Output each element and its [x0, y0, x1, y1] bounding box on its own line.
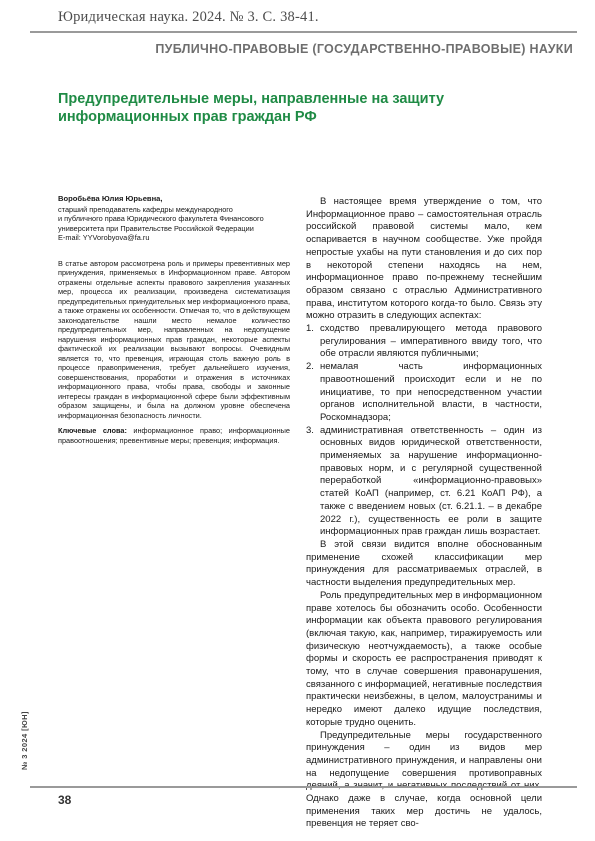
author-affiliation-line: старший преподаватель кафедры международного [58, 204, 233, 214]
header-divider [30, 31, 577, 33]
aspects-list [306, 323, 542, 539]
list-item-number: 1. [306, 323, 314, 335]
list-item-number: 2. [306, 361, 314, 373]
author-affiliation-line: и публичного права Юридического факультета Финансового [58, 214, 264, 223]
author-email: E-mail: YYVorobyova@fa.ru [58, 233, 150, 242]
author-name: Воробьёва Юлия Юрьевна, [58, 194, 163, 203]
body-paragraph: Предупредительные меры государственного принуждения – один из видов мер административного принуждения, и направлены они на недопущение совершения противоправных Однако даже в случае, когда основной цели применения таких мер достичь не удалось, превенция не теряет сво- [306, 729, 542, 830]
page-number: 38 [58, 793, 72, 807]
list-item-text: немалая часть информационных правоотношений происходит если и не по инициативе, то при непосредственном участии органов исполнительной власти, в частности, Роскомнадзора; [320, 361, 542, 423]
body-paragraph: В настоящее время утверждение о том, что Информационное право – самостоятельная отрасль российской правовой системы мало, кем оспаривается в научном сообществе. Уже пройдя непростые ухабы на пути становления и до сих пор в некоторой степени находясь на нем, информационное право по-прежнему теснейшим образом связано с отраслью Административного права, институтом которого когда-то было. Связь эту можно отразить в следующих аспектах: [306, 196, 542, 322]
list-item [306, 323, 542, 361]
issue-side-label: № 3 2024 [ЮН] [20, 711, 29, 770]
list-item-text: сходство превалирующего метода правового регулирования – императивного ввиду того, что обе отрасли являются публичными; [320, 323, 542, 360]
section-heading: ПУБЛИЧНО-ПРАВОВЫЕ (ГОСУДАРСТВЕННО-ПРАВОВЫЕ) НАУКИ [155, 42, 573, 56]
list-item-text: административная ответственность – один из основных видов юридической ответственности, применяемых за нарушение информационно-правовых норм, и с регулярной существенной переработкой «информационно-правовых» статей КоАП (например, ст. 6.21 КоАП РФ), а также с введением новых (ст. 6.21.1. – в декабре 2022 г.), существенность ее роли в защите информационных прав граждан лишь возрастает. [320, 424, 542, 538]
journal-reference: Юридическая наука. 2024. № 3. С. 38-41. [58, 9, 319, 25]
abstract: В статье автором рассмотрена роль и примеры превентивных мер принуждения, применяемых в Информационном праве. Автором отражены отдельные аспекты правового закрепления указанных мер, процесса их реализации, произведена систематизация предупредительных принудительных мер информационного права, а также отражены их особенности. Отмечая то, что в действующем законодательстве нашли место немалое количество предупредительных мер, направленных на недопущение нарушения информационных прав граждан, некоторые аспекты фактической их реализации вызывают вопросы. Очевидным является то, что превенция, играющая столь важную роль в процессе правоприменения, требует дальнейшего изучения, совершенствования, проработки и отражения в источниках информационного права, чтобы права, свободы и законные интересы граждан в информационной сфере были эффективным образом защищены, и была на должном уровне обеспечена информационная безопасность личности. [58, 258, 290, 420]
list-item [306, 425, 542, 539]
author-affiliation-line: университета при Правительстве Российской Федерации [58, 223, 254, 233]
keywords-label: Ключевые слова: [58, 426, 127, 435]
article-title: Предупредительные меры, направленные на защиту информационных прав граждан РФ [58, 91, 445, 125]
keywords-text: информационное право; информационные правоотношения; превентивные меры; превенция; информация. [58, 426, 290, 445]
footer-divider [30, 786, 577, 788]
main-text-column [306, 196, 542, 831]
body-paragraph: В этой связи видится вполне обоснованным применение схожей классификации мер принуждения для рассматриваемых отраслей, в частности выделения предупредительных мер. [306, 538, 542, 589]
body-paragraph: Роль предупредительных мер в информационном праве хотелось бы обозначить особо. Особенности информации как объекта правового регулирования (включая такую, как, например, тиражируемость или физическую неотчуждаемость), а также особые формы и скорость ее распространения приводят к тому, что в случае совершения правонарушения, связанного с информацией, негативные последствия практически неизбежны, в целом, малоустранимы и нередко имеют далеко идущие последствия, которые трудно оценить. [306, 589, 542, 728]
list-item [306, 361, 542, 425]
list-item-number: 3. [306, 424, 314, 436]
left-column [58, 194, 290, 445]
author-affiliation [58, 205, 290, 243]
keywords [58, 426, 290, 445]
